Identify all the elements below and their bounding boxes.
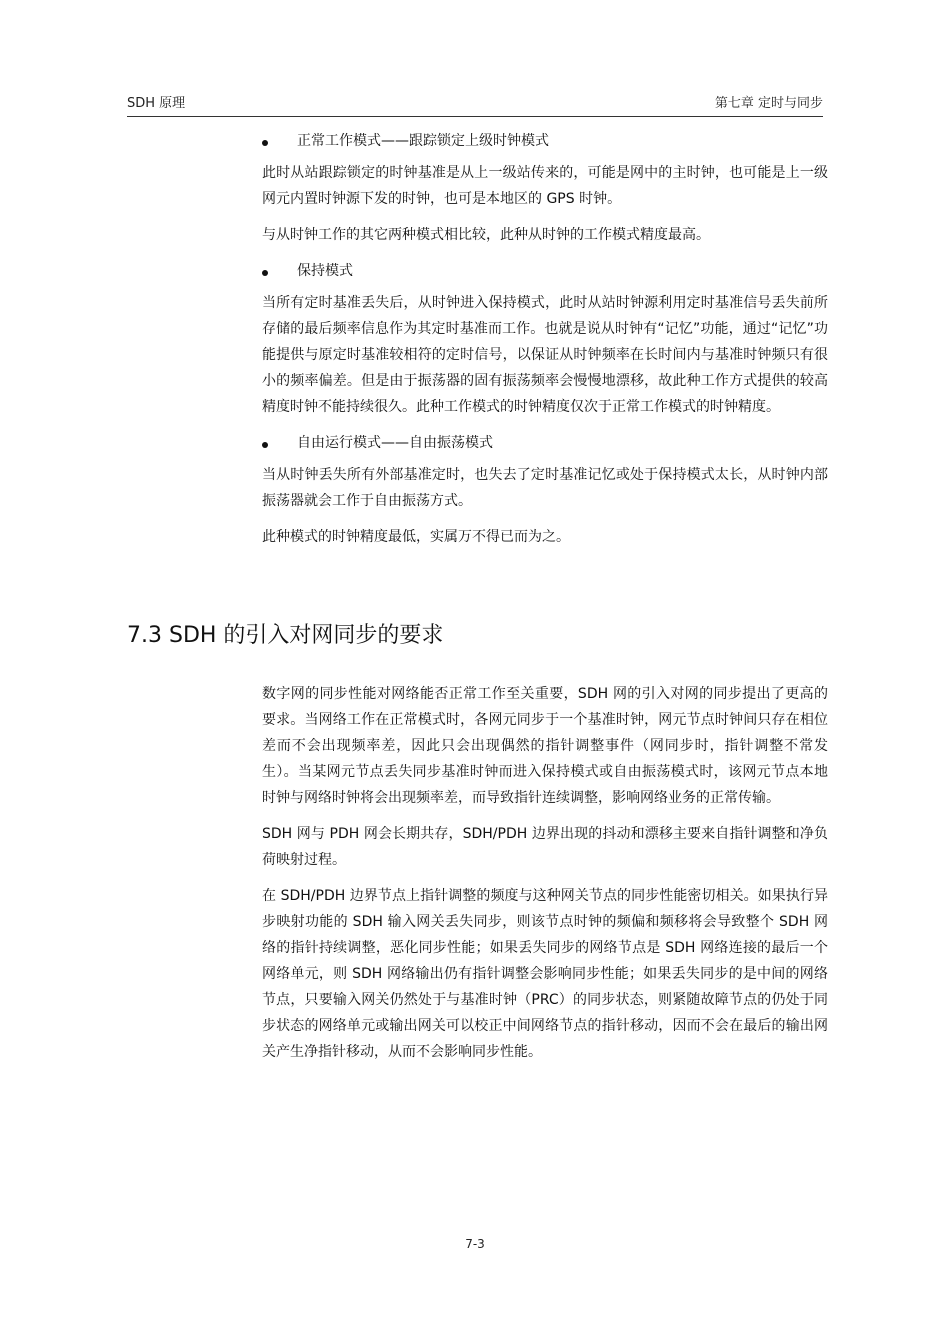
header-chapter-title: 第七章 定时与同步: [714, 96, 823, 111]
clock-modes-section: [262, 128, 828, 560]
paragraph: 此种模式的时钟精度最低，实属万不得已而为之。: [262, 529, 570, 545]
bullet-item: [262, 430, 828, 456]
bullet-text: 保持模式: [297, 263, 353, 279]
paragraph: 在 SDH/PDH 边界节点上指针调整的频度与这种网关节点的同步性能密切相关。如果执行异步映射功能的 SDH 输入网关丢失同步，则该节点时钟的频偏和频移将会导致整个 SDH 网络的指针持续调整，恶化同步性能；如果丢失同步的网络节点是 SDH 网络连接的最后一个网络单元，则 SDH 网络输出仍有指针调整会影响同步性能；如果丢失同步的是中间的网络节点，只要输入网关仍然处于与基准时钟（PRC）的同步状态，则紧随故障节点的仍处于同步状态的网络单元或输出网关可以校正中间网络节点的指针移动，因而不会在最后的输出网关产生净指针移动，从而不会影响同步性能。: [262, 888, 828, 1060]
bullet-text: 正常工作模式——跟踪锁定上级时钟模式: [297, 133, 549, 149]
header-book-title: SDH 原理: [127, 96, 186, 111]
page-number: 7-3: [465, 1237, 485, 1251]
section-body: [262, 681, 828, 1075]
bullet-text: 自由运行模式——自由振荡模式: [297, 435, 493, 451]
section-heading: 7.3 SDH 的引入对网同步的要求: [127, 623, 444, 648]
paragraph: 与从时钟工作的其它两种模式相比较，此种从时钟的工作模式精度最高。: [262, 227, 710, 243]
paragraph: SDH 网与 PDH 网会长期共存，SDH/PDH 边界出现的抖动和漂移主要来自指针调整和净负荷映射过程。: [262, 826, 828, 868]
page-header: [127, 92, 823, 114]
paragraph: 数字网的同步性能对网络能否正常工作至关重要，SDH 网的引入对网的同步提出了更高的要求。当网络工作在正常模式时，各网元同步于一个基准时钟，网元节点时钟间只存在相位差而不会出现频率差，因此只会出现偶然的指针调整事件（网同步时，指针调整不常发生）。当某网元节点丢失同步基准时钟而进入保持模式或自由振荡模式时，该网元节点本地时钟与网络时钟将会出现频率差，而导致指针连续调整，影响网络业务的正常传输。: [262, 686, 828, 806]
bullet-dot-icon: [262, 270, 268, 276]
paragraph: 此时从站跟踪锁定的时钟基准是从上一级站传来的，可能是网中的主时钟，也可能是上一级网元内置时钟源下发的时钟，也可是本地区的 GPS 时钟。: [262, 165, 828, 207]
bullet-item: [262, 128, 828, 154]
paragraph: 当所有定时基准丢失后，从时钟进入保持模式，此时从站时钟源利用定时基准信号丢失前所存储的最后频率信息作为其定时基准而工作。也就是说从时钟有“记忆”功能，通过“记忆”功能提供与原定时基准较相符的定时信号，以保证从时钟频率在长时间内与基准时钟频只有很小的频率偏差。但是由于振荡器的固有振荡频率会慢慢地漂移，故此种工作方式提供的较高精度时钟不能持续很久。此种工作模式的时钟精度仅次于正常工作模式的时钟精度。: [262, 295, 828, 415]
bullet-dot-icon: [262, 442, 268, 448]
bullet-item: [262, 258, 828, 284]
header-divider: [127, 116, 823, 117]
paragraph: 当从时钟丢失所有外部基准定时，也失去了定时基准记忆或处于保持模式太长，从时钟内部振荡器就会工作于自由振荡方式。: [262, 467, 828, 509]
bullet-dot-icon: [262, 140, 268, 146]
